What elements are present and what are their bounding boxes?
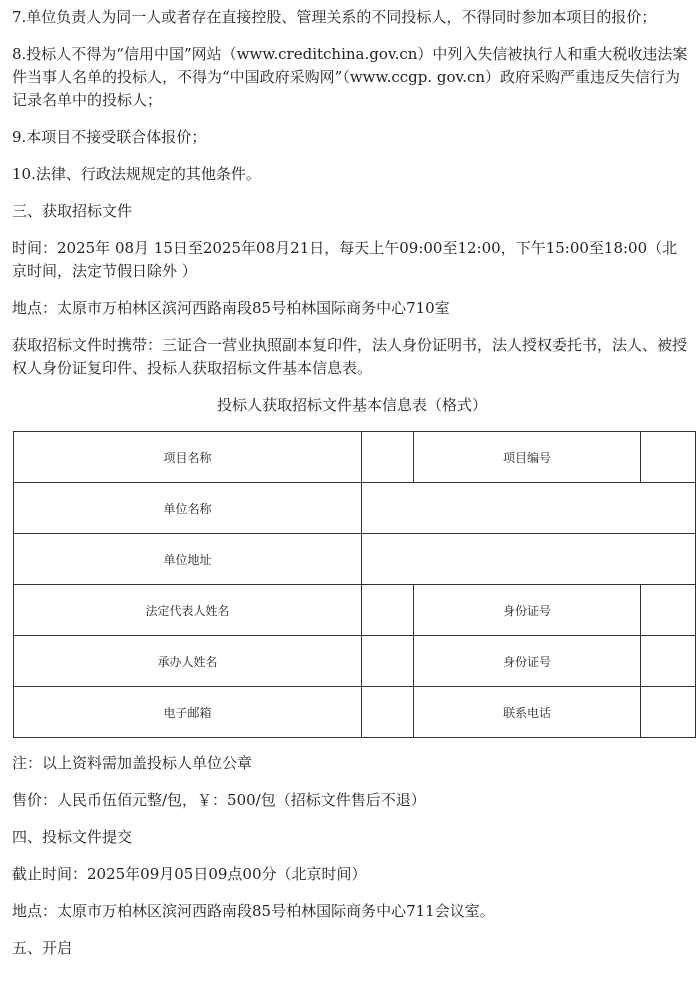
info-form-table xyxy=(13,431,696,738)
table-row xyxy=(14,585,696,636)
email-label: 电子邮箱 xyxy=(14,687,362,738)
section-heading-submission: 四、投标文件提交 xyxy=(12,828,133,846)
agent-id-value-cell[interactable] xyxy=(641,636,696,687)
table-row xyxy=(14,534,696,585)
agent-name-value-cell[interactable] xyxy=(362,636,414,687)
project-number-label: 项目编号 xyxy=(414,432,641,483)
section-heading-opening: 五、开启 xyxy=(12,939,73,957)
clause-8: 8.投标人不得为“信用中国”网站（www.creditchina.gov.cn）中列入失信被执行人和重大税收违法案件当事人名单的投标人，不得为“中国政府采购网”（www.ccgp. gov.cn）政府采购严重违反失信行为记录名单中的投标人； xyxy=(12,45,688,109)
clause-10: 10.法律、行政法规规定的其他条件。 xyxy=(12,165,261,183)
table-title: 投标人获取招标文件基本信息表（格式） xyxy=(216,396,487,414)
table-row xyxy=(14,483,696,534)
email-value-cell[interactable] xyxy=(362,687,414,738)
legal-rep-name-value-cell[interactable] xyxy=(362,585,414,636)
legal-rep-name-label: 法定代表人姓名 xyxy=(14,585,362,636)
legal-rep-id-label: 身份证号 xyxy=(414,585,641,636)
agent-id-label: 身份证号 xyxy=(414,636,641,687)
obtain-time: 时间：2025年 08月 15日至2025年08月21日，每天上午09:00至12:00，下午15:00至18:00（北京时间，法定节假日除外 ） xyxy=(12,239,678,280)
table-row xyxy=(14,432,696,483)
obtain-location: 地点：太原市万柏林区滨河西路南段85号柏林国际商务中心710室 xyxy=(12,299,450,317)
clause-9: 9.本项目不接受联合体报价； xyxy=(12,128,207,146)
table-row xyxy=(14,636,696,687)
project-number-value-cell[interactable] xyxy=(641,432,696,483)
company-address-value-cell[interactable] xyxy=(362,534,696,585)
document-body xyxy=(12,6,692,960)
clause-7: 7.单位负责人为同一人或者存在直接控股、管理关系的不同投标人，不得同时参加本项目的报价； xyxy=(12,8,657,26)
note-company-seal: 注：以上资料需加盖投标人单位公章 xyxy=(12,754,253,772)
company-name-label: 单位名称 xyxy=(14,483,362,534)
table-row xyxy=(14,687,696,738)
obtain-requirements: 获取招标文件时携带：三证合一营业执照副本复印件，法人身份证明书，法人授权委托书，法人、被授权人身份证复印件、投标人获取招标文件基本信息表。 xyxy=(12,336,688,377)
company-name-value-cell[interactable] xyxy=(362,483,696,534)
project-name-label: 项目名称 xyxy=(14,432,362,483)
project-name-value-cell[interactable] xyxy=(362,432,414,483)
legal-rep-id-value-cell[interactable] xyxy=(641,585,696,636)
agent-name-label: 承办人姓名 xyxy=(14,636,362,687)
section-heading-obtain-documents: 三、获取招标文件 xyxy=(12,202,133,220)
document-price: 售价：人民币伍佰元整/包，￥：500/包（招标文件售后不退） xyxy=(12,791,426,809)
company-address-label: 单位地址 xyxy=(14,534,362,585)
phone-value-cell[interactable] xyxy=(641,687,696,738)
submission-deadline: 截止时间：2025年09月05日09点00分（北京时间） xyxy=(12,865,367,883)
submission-location: 地点：太原市万柏林区滨河西路南段85号柏林国际商务中心711会议室。 xyxy=(12,902,495,920)
phone-label: 联系电话 xyxy=(414,687,641,738)
